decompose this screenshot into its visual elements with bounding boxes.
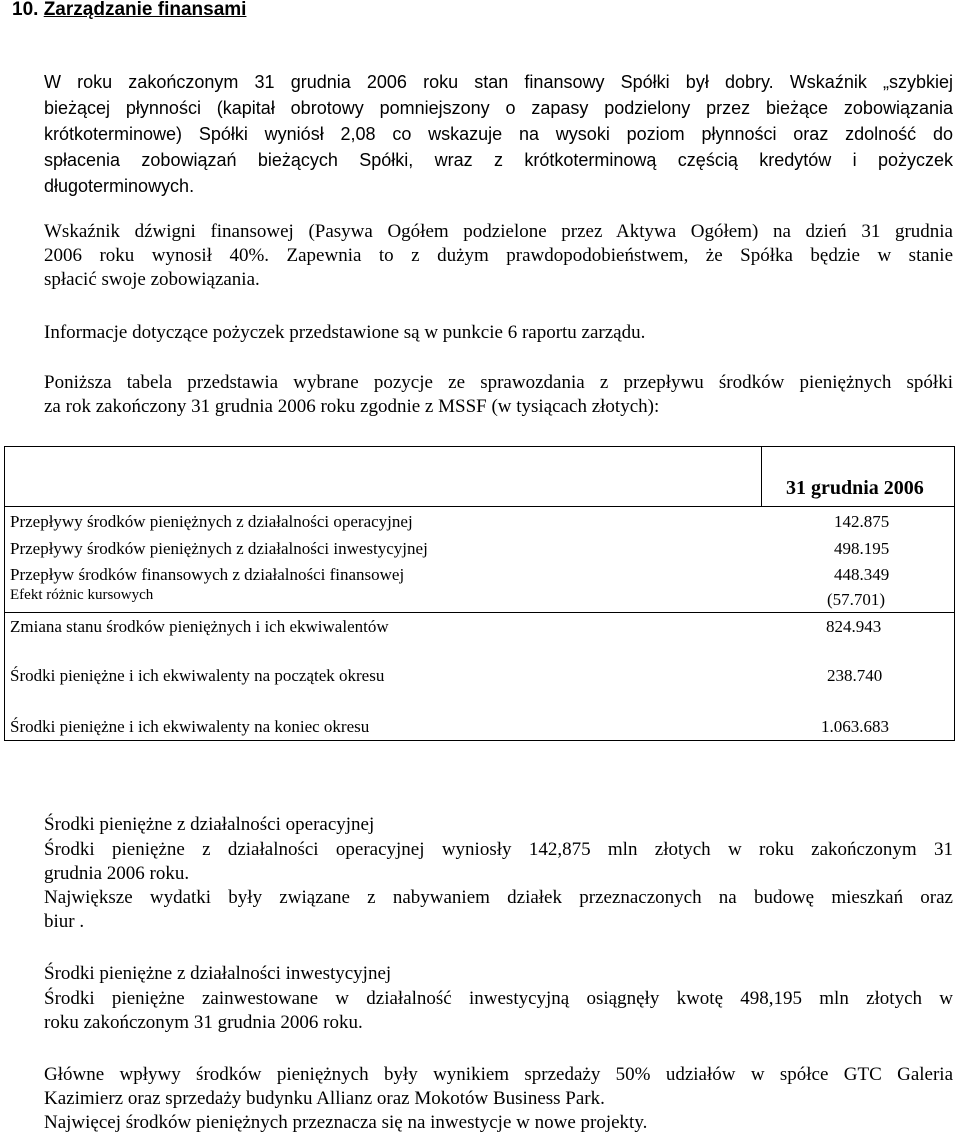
text-line: bieżącej płynności (kapitał obrotowy pomniejszony o zapasy podzielony przez bieżące zobowiązania xyxy=(44,98,953,118)
table-row-value: 1.063.683 xyxy=(821,717,889,736)
paragraph-inflows xyxy=(44,1063,953,1135)
text-line: spłacenia zobowiązań bieżących Spółki, wraz z krótkoterminową częścią kredytów i pożyczek xyxy=(44,150,953,170)
text-line: roku zakończonym 31 grudnia 2006 roku. xyxy=(44,1012,363,1033)
table-column-header: 31 grudnia 2006 xyxy=(786,477,924,499)
text-line: spłacić swoje zobowiązania. xyxy=(44,269,260,290)
section-title: Zarządzanie finansami xyxy=(43,0,247,20)
table-row-label: Zmiana stanu środków pieniężnych i ich ekwiwalentów xyxy=(10,617,389,636)
text-line: Informacje dotyczące pożyczek przedstawione są w punkcie 6 raportu zarządu. xyxy=(44,322,646,343)
table-row-value: 238.740 xyxy=(827,666,883,685)
table-row-label: Przepływ środków finansowych z działalności finansowej xyxy=(10,565,405,584)
table-row-label: Przepływy środków pieniężnych z działalności operacyjnej xyxy=(10,512,413,531)
table-row-value: (57.701) xyxy=(827,590,886,609)
paragraph-table-intro xyxy=(44,371,953,419)
operating-section-title: Środki pieniężne z działalności operacyjnej xyxy=(44,814,375,835)
table-subtotal-rule xyxy=(4,612,955,613)
text-line: grudnia 2006 roku. xyxy=(44,863,190,884)
table-column-divider xyxy=(761,446,762,506)
text-line: Główne wpływy środków pieniężnych były wynikiem sprzedaży 50% udziałów w spółce GTC Galeria xyxy=(44,1064,953,1085)
text-line: Kazimierz oraz sprzedaży budynku Allianz oraz Mokotów Business Park. xyxy=(44,1088,605,1109)
paragraph-operating xyxy=(44,838,953,934)
paragraph-leverage xyxy=(44,220,953,292)
text-line: Poniższa tabela przedstawia wybrane pozycje ze sprawozdania z przepływu środków pieniężnych spółki xyxy=(44,372,953,393)
table-row-value: 498.195 xyxy=(834,539,890,558)
table-row-label: Środki pieniężne i ich ekwiwalenty na początek okresu xyxy=(10,666,385,685)
table-row-label: Efekt różnic kursowych xyxy=(10,587,154,603)
text-line: Środki pieniężne zainwestowane w działalność inwestycyjną osiągnęły kwotę 498,195 mln złotych w xyxy=(44,988,953,1009)
paragraph-liquidity xyxy=(44,69,953,199)
text-line: Największe wydatki były związane z nabywaniem działek przeznaczonych na budowę mieszkań oraz xyxy=(44,887,953,908)
text-line: 2006 roku wynosił 40%. Zapewnia to z dużym prawdopodobieństwem, że Spółka będzie w stanie xyxy=(44,245,953,266)
text-line: Najwięcej środków pieniężnych przeznacza się na inwestycje w nowe projekty. xyxy=(44,1112,648,1133)
section-number: 10. xyxy=(12,0,39,20)
text-line: krótkoterminowe) Spółki wyniósł 2,08 co wskazuje na wysoki poziom płynności oraz zdolność do xyxy=(44,124,953,144)
text-line: za rok zakończony 31 grudnia 2006 roku zgodnie z MSSF (w tysiącach złotych): xyxy=(44,396,660,417)
text-line: długoterminowych. xyxy=(44,176,195,196)
paragraph-investing xyxy=(44,987,953,1035)
table-row-label: Środki pieniężne i ich ekwiwalenty na koniec okresu xyxy=(10,717,370,736)
paragraph-loans xyxy=(44,321,953,345)
table-row-label: Przepływy środków pieniężnych z działalności inwestycyjnej xyxy=(10,539,428,558)
investing-section-title: Środki pieniężne z działalności inwestycyjnej xyxy=(44,963,392,984)
table-header-rule xyxy=(4,506,955,507)
table-row-value: 824.943 xyxy=(826,617,882,636)
text-line: Środki pieniężne z działalności operacyjnej wyniosły 142,875 mln złotych w roku zakończonym 31 xyxy=(44,839,953,860)
text-line: W roku zakończonym 31 grudnia 2006 roku stan finansowy Spółki był dobry. Wskaźnik „szybkiej xyxy=(44,72,953,92)
text-line: Wskaźnik dźwigni finansowej (Pasywa Ogółem podzielone przez Aktywa Ogółem) na dzień 31 grudnia xyxy=(44,221,953,242)
text-line: biur . xyxy=(44,911,85,932)
table-row-value: 448.349 xyxy=(834,565,890,584)
section-heading xyxy=(12,0,246,22)
table-row-value: 142.875 xyxy=(834,512,890,531)
